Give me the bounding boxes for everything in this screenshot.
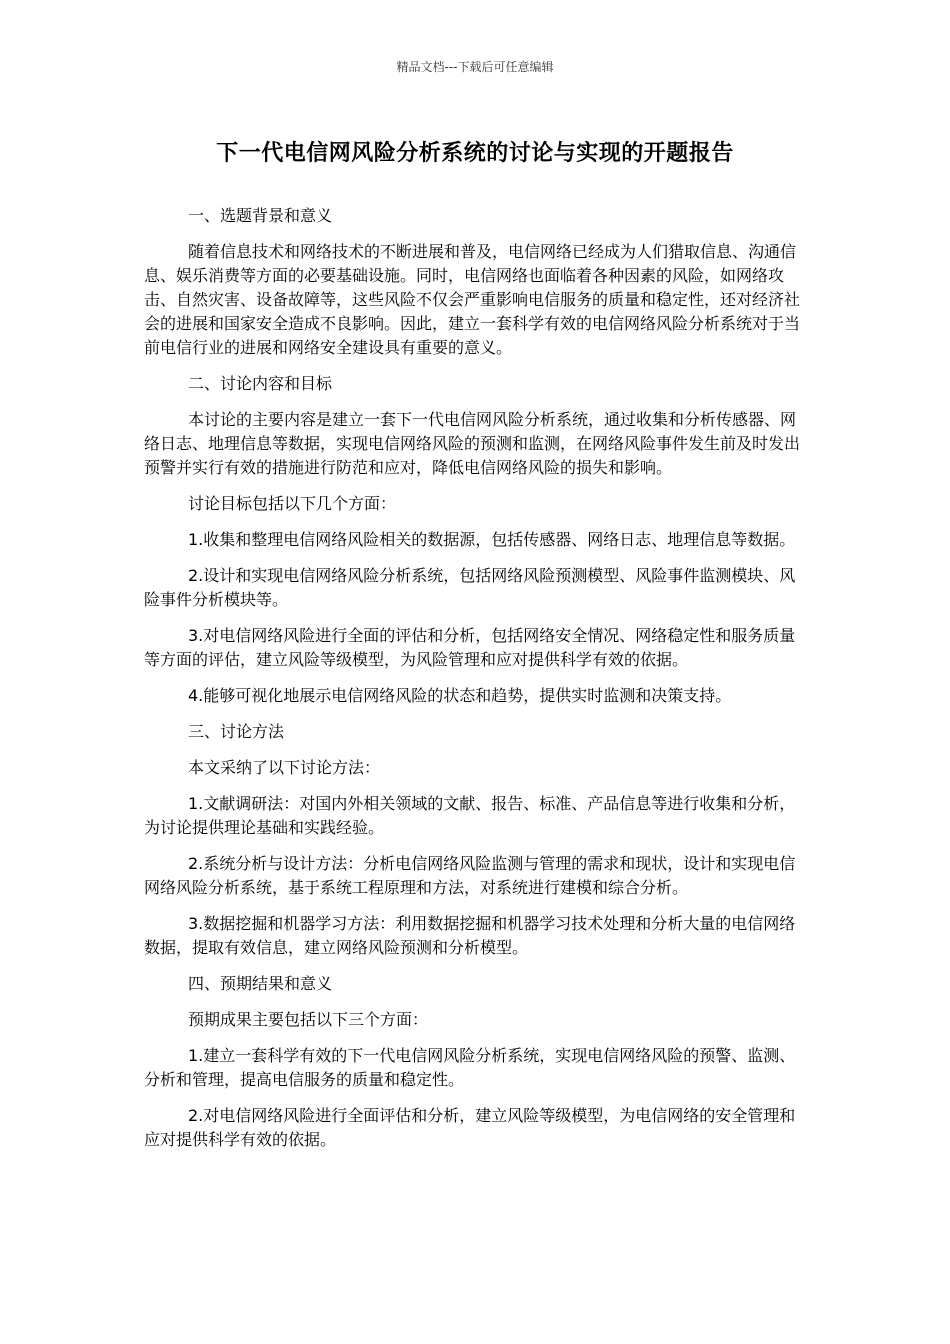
method-item-1: 1.文献调研法：对国内外相关领域的文献、报告、标准、产品信息等进行收集和分析，为讨论提供理论基础和实践经验。 [144, 794, 796, 837]
result-item-1: 1.建立一套科学有效的下一代电信网风险分析系统，实现电信网络风险的预警、监测、分析和管理，提高电信服务的质量和稳定性。 [144, 1046, 796, 1089]
paragraph-methods-intro: 本文采纳了以下讨论方法： [188, 758, 381, 777]
paragraph-content: 本讨论的主要内容是建立一套下一代电信网风险分析系统，通过收集和分析传感器、网络日志、地理信息等数据，实现电信网络风险的预测和监测，在网络风险事件发生前及时发出预警并实行有效的措施进行防范和应对，降低电信网络风险的损失和影响。 [144, 410, 801, 477]
goal-item-1: 1.收集和整理电信网络风险相关的数据源，包括传感器、网络日志、地理信息等数据。 [188, 530, 796, 549]
section-heading-methods: 三、讨论方法 [188, 722, 285, 741]
paragraph-goals-intro: 讨论目标包括以下几个方面： [188, 494, 397, 513]
section-heading-results: 四、预期结果和意义 [188, 974, 333, 993]
method-item-2: 2.系统分析与设计方法：分析电信网络风险监测与管理的需求和现状，设计和实现电信网络风险分析系统，基于系统工程原理和方法，对系统进行建模和综合分析。 [144, 854, 796, 897]
result-item-2: 2.对电信网络风险进行全面评估和分析，建立风险等级模型，为电信网络的安全管理和应对提供科学有效的依据。 [144, 1106, 796, 1149]
section-heading-content: 二、讨论内容和目标 [188, 374, 333, 393]
document-body [144, 204, 806, 1164]
paragraph-background: 随着信息技术和网络技术的不断进展和普及，电信网络已经成为人们猎取信息、沟通信息、娱乐消费等方面的必要基础设施。同时，电信网络也面临着各种因素的风险，如网络攻击、自然灾害、设备故障等，这些风险不仅会严重影响电信服务的质量和稳定性，还对经济社会的进展和国家安全造成不良影响。因此，建立一套科学有效的电信网络风险分析系统对于当前电信行业的进展和网络安全建设具有重要的意义。 [144, 242, 801, 357]
page-header: 精品文档---下载后可任意编辑 [396, 60, 554, 74]
goal-item-3: 3.对电信网络风险进行全面的评估和分析，包括网络安全情况、网络稳定性和服务质量等方面的评估，建立风险等级模型，为风险管理和应对提供科学有效的依据。 [144, 626, 796, 669]
goal-item-4: 4.能够可视化地展示电信网络风险的状态和趋势，提供实时监测和决策支持。 [188, 686, 732, 705]
section-heading-background: 一、选题背景和意义 [188, 206, 333, 225]
method-item-3: 3.数据挖掘和机器学习方法：利用数据挖掘和机器学习技术处理和分析大量的电信网络数据，提取有效信息，建立网络风险预测和分析模型。 [144, 914, 796, 957]
paragraph-results-intro: 预期成果主要包括以下三个方面： [188, 1010, 429, 1029]
document-title: 下一代电信网风险分析系统的讨论与实现的开题报告 [216, 141, 734, 166]
goal-item-2: 2.设计和实现电信网络风险分析系统，包括网络风险预测模型、风险事件监测模块、风险事件分析模块等。 [144, 566, 796, 609]
